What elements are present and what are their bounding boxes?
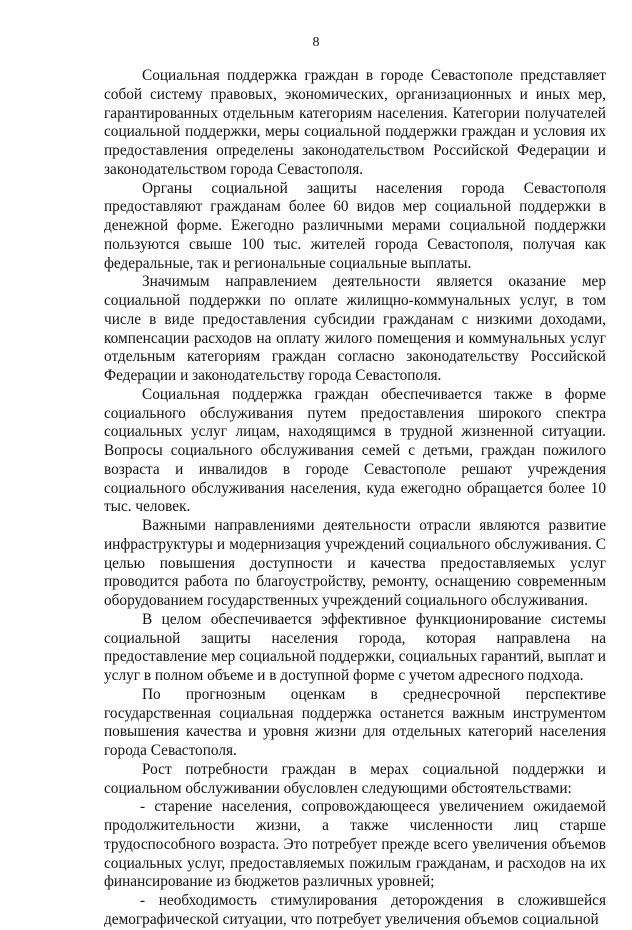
paragraph-system-effectiveness: В целом обеспечивается эффективное функционирование системы социальной защиты населения города, которая направлена на предоставление мер социальной поддержки, социальных гарантий, выплат и услуг в полном объеме и в доступной форме с учетом адресного подхода. [104,610,606,684]
list-item-birth-stimulation: - необходимость стимулирования деторождения в сложившейся демографической ситуации, что потребует увеличения объемов социальной [104,892,606,928]
paragraph-housing-utility-support: Значимым направлением деятельности является оказание мер социальной поддержки по оплате жилищно-коммунальных услуг, в том числе в виде предоставления субсидии гражданам с низкими доходами, компенсации расходов на оплату жилого помещения и коммунальных услуг отдельным категориям граждан согласно законодательству Российской Федерации и законодательству города Севастополя. [104,273,606,384]
paragraph-demand-growth: Рост потребности граждан в мерах социальной поддержки и социальном обслуживании обусловлен следующими обстоятельствами: [104,760,606,797]
document-body [104,67,606,930]
page-number: 8 [312,35,320,50]
paragraph-infrastructure-modernization: Важными направлениями деятельности отрасли являются развитие инфраструктуры и модернизация учреждений социального обслуживания. С целью повышения доступности и качества предоставляемых услуг проводится работа по благоустройству, ремонту, оснащению современным оборудованием государственных учреждений социального обслуживания. [104,517,606,609]
paragraph-monetary-support: Органы социальной защиты населения города Севастополя предоставляют гражданам более 60 видов мер социальной поддержки в денежной форме. Ежегодно различными мерами социальной поддержки пользуются свыше 100 тыс. жителей города Севастополя, получая как федеральные, так и региональные социальные выплаты. [104,179,606,272]
list-item-population-aging: - старение населения, сопровождающееся увеличением ожидаемой продолжительности жизни, а также численности лиц старше трудоспособного возраста. Это потребует прежде всего увеличения объемов социальных услуг, предоставляемых пожилым гражданам, и расходов на их финансирование из бюджетов различных уровней; [104,798,606,891]
paragraph-social-support-system: Социальная поддержка граждан в городе Севастополе представляет собой систему правовых, экономических, организационных и иных мер, гарантированных отдельным категориям населения. Категории получателей социальной поддержки, меры социальной поддержки граждан и условия их предоставления определены законодательством Российской Федерации и законодательством города Севастополя. [104,67,606,178]
paragraph-forecast: По прогнозным оценкам в среднесрочной перспективе государственная социальная поддержка останется важным инструментом повышения качества и уровня жизни для отдельных категорий населения города Севастополя. [104,685,606,759]
paragraph-social-services: Социальная поддержка граждан обеспечивается также в форме социального обслуживания путем предоставления широкого спектра социальных услуг лицам, находящимся в трудной жизненной ситуации. Вопросы социального обслуживания семей с детьми, граждан пожилого возраста и инвалидов в городе Севастополе решают учреждения социального обслуживания населения, куда ежегодно обращается более 10 тыс. человек. [104,385,606,516]
